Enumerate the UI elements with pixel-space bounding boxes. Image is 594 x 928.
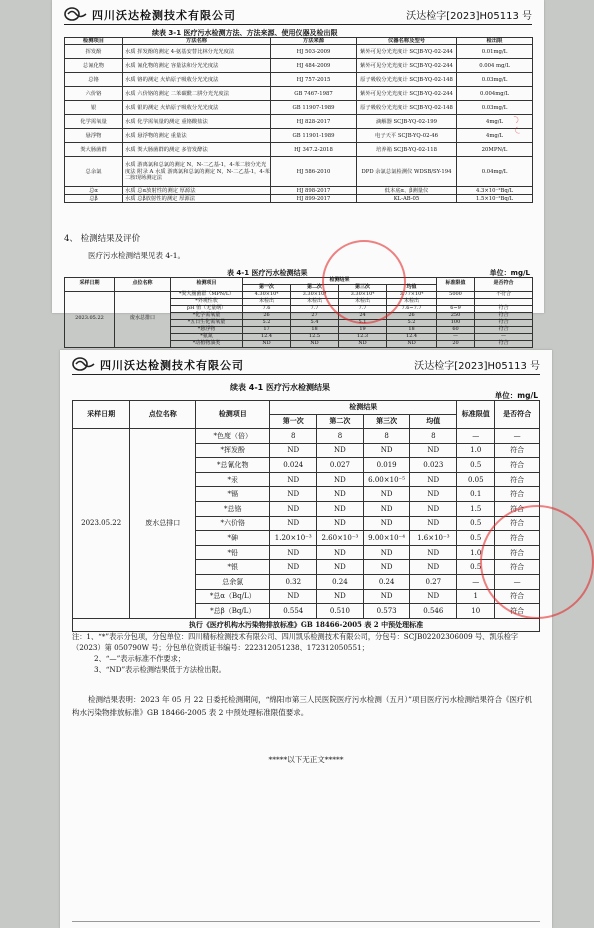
note-1: 注：1、“*”表示分包项，分包单位：四川精标检测技术有限公司、四川凯乐检测技术有限公司，分包号：SCJB02202306009 号、凯乐检字（2023）第 050790W 号；分包单位资质证书编号：222312051238、172312050551； xyxy=(72,632,519,653)
table-cell: 1.5×10⁻²Bq/L xyxy=(457,195,533,203)
table-cell: *汞 xyxy=(196,472,270,487)
table-cell: 水质 粪大肠菌群的测定 多管发酵法 xyxy=(123,143,271,157)
table-cell: 六价铬 xyxy=(65,87,123,101)
table-cell: 1.6×10⁻³ xyxy=(410,531,457,546)
table-cell: ND xyxy=(317,472,364,487)
table-cell: 符合 xyxy=(495,443,540,458)
table-cell: DPD 余氯总氯检测仪 WDSB/SY-194 xyxy=(357,157,457,187)
table-cell xyxy=(437,298,475,305)
table-cell: ND xyxy=(410,443,457,458)
table-cell: 26 xyxy=(243,312,291,319)
table-cell: 0.05 xyxy=(457,472,495,487)
table-cell: ND xyxy=(387,340,437,347)
table-cell: 化学需氧量 xyxy=(65,115,123,129)
location-cell: 废水总排口 xyxy=(130,429,196,619)
table-cell: ND xyxy=(270,545,317,560)
table-cell: 符合 xyxy=(475,305,533,312)
table-cell: 250 xyxy=(437,312,475,319)
table-cell: 0.5 xyxy=(457,560,495,575)
header-cell: 方法名称 xyxy=(123,38,271,45)
table-cell: 17 xyxy=(243,326,291,333)
table-cell: ND xyxy=(270,560,317,575)
table-cell: *外观性状 xyxy=(171,298,243,305)
table-cell: 符合 xyxy=(495,589,540,604)
method-table-row xyxy=(65,73,533,87)
table-cell: 符合 xyxy=(495,501,540,516)
header-cell: 检测结果 xyxy=(270,401,457,415)
table-cell: ND xyxy=(363,501,410,516)
table-cell: 4mg/L xyxy=(457,129,533,143)
table-cell: HJ 586-2010 xyxy=(271,157,357,187)
table-cell: HJ 757-2015 xyxy=(271,73,357,87)
table-cell: 1 xyxy=(457,589,495,604)
table-cell: 10 xyxy=(457,604,495,619)
official-seal xyxy=(322,240,406,324)
method-table-caption: 续表 3-1 医疗污水检测方法、方法来源、使用仪器及检出限 xyxy=(152,29,338,37)
table-cell: *化学需氧量 xyxy=(171,312,243,319)
table-cell: 7.6 xyxy=(243,305,291,312)
table-cell: 5.1 xyxy=(339,319,387,326)
table-cell: ND xyxy=(317,487,364,502)
method-table-row xyxy=(65,115,533,129)
method-table-row xyxy=(65,45,533,59)
table-cell: 粪大肠菌群 xyxy=(65,143,123,157)
table-cell: 7.6~7.7 xyxy=(387,305,437,312)
table-cell: 紫外可见分光光度计 SCJB-YQ-02-244 xyxy=(357,87,457,101)
table-cell: *总氰化物 xyxy=(196,458,270,473)
report-number: 沃达检字[2023]H05113 号 xyxy=(414,361,540,372)
header-cell: 检测结果 xyxy=(243,278,437,285)
header-cell: 检出限 xyxy=(457,38,533,45)
table-cell: 总α xyxy=(65,187,123,195)
table-cell: 低本底α、β测量仪 xyxy=(357,187,457,195)
method-table-row xyxy=(65,157,533,187)
table-cell: — xyxy=(475,333,533,340)
table-cell: 紫外可见分光光度计 SCJB-YQ-02-244 xyxy=(357,59,457,73)
table-cell: 不符合 xyxy=(475,291,533,298)
table-cell: 26 xyxy=(387,312,437,319)
table-cell: 8 xyxy=(317,429,364,444)
result-table-1-caption: 表 4-1 医疗污水检测结果 xyxy=(227,269,308,277)
table-cell: *色度（倍） xyxy=(196,429,270,444)
method-table-row xyxy=(65,87,533,101)
table-cell: 水质 挥发酚的测定 4-氨基安替比林分光光度法 xyxy=(123,45,271,59)
table-cell: 未检出 xyxy=(243,298,291,305)
method-table-row xyxy=(65,129,533,143)
table-cell: 0.03mg/L xyxy=(457,101,533,115)
header-cell: 第一次 xyxy=(243,284,291,291)
note-3: 3、“ND”表示检测结果低于方法检出限。 xyxy=(94,665,226,675)
section-title: 4、 检测结果及评价 xyxy=(64,234,141,244)
table-cell: 0.24 xyxy=(317,574,364,589)
table-cell: 6~9 xyxy=(437,305,475,312)
table-cell: HJ 899-2017 xyxy=(271,195,357,203)
table-cell: 水质 六价铬的测定 二苯碳酰二肼分光光度法 xyxy=(123,87,271,101)
table-cell: ND xyxy=(339,340,387,347)
header-cell: 均值 xyxy=(410,415,457,429)
table-cell: 水质 铬的测定 火焰原子吸收分光光度法 xyxy=(123,73,271,87)
table-cell: 100 xyxy=(437,319,475,326)
table-cell: — xyxy=(437,333,475,340)
table-cell: 紫外可见分光光度计 SCJB-YQ-02-244 xyxy=(357,45,457,59)
result-table-2-unit: 单位：mg/L xyxy=(494,391,538,400)
table-cell: 水质 总β放射性的测定 厚源法 xyxy=(123,195,271,203)
table-cell: 20 xyxy=(437,340,475,347)
table-cell: 1.20×10⁻³ xyxy=(270,531,317,546)
method-table-row xyxy=(65,143,533,157)
table-cell: 8 xyxy=(363,429,410,444)
header-cell: 是否符合 xyxy=(495,401,540,429)
table-cell: 0.554 xyxy=(270,604,317,619)
table-cell: ND xyxy=(410,487,457,502)
header-cell: 仪器名称及型号 xyxy=(357,38,457,45)
table-cell: 18 xyxy=(291,326,339,333)
table-cell: 12.5 xyxy=(291,333,339,340)
table-cell: 未检出 xyxy=(291,298,339,305)
header-cell: 点位名称 xyxy=(115,278,171,292)
table-cell: ND xyxy=(410,560,457,575)
table-cell: 0.04mg/L xyxy=(457,157,533,187)
table-cell: 0.32 xyxy=(270,574,317,589)
table-cell: 5000 xyxy=(437,291,475,298)
table-cell: 12.3 xyxy=(339,333,387,340)
table-cell: *砷 xyxy=(196,531,270,546)
table-cell: 3.30×10⁴ xyxy=(339,291,387,298)
table-cell: — xyxy=(495,429,540,444)
notes xyxy=(72,631,540,676)
table-cell: 4.3×10⁻²Bq/L xyxy=(457,187,533,195)
table-cell: GB 11901-1989 xyxy=(271,129,357,143)
table-cell: 符合 xyxy=(475,312,533,319)
table-cell: ND xyxy=(410,472,457,487)
company-logo-icon xyxy=(64,7,88,21)
table-cell: 符合 xyxy=(495,472,540,487)
table-cell: 9.00×10⁻⁴ xyxy=(363,531,410,546)
table-cell: *挥发酚 xyxy=(196,443,270,458)
table-cell: ND xyxy=(270,487,317,502)
header-cell: 方法来源 xyxy=(271,38,357,45)
table-cell: 0.004mg/L xyxy=(457,87,533,101)
table-cell: ND xyxy=(317,516,364,531)
table-cell: HJ 828-2017 xyxy=(271,115,357,129)
table-cell: 3.30×10⁴ xyxy=(291,291,339,298)
table-cell: ND xyxy=(270,516,317,531)
seal-fragment-mark: ◠ ◡ xyxy=(508,114,525,136)
table-cell: GB 11907-1989 xyxy=(271,101,357,115)
table-cell: 8 xyxy=(410,429,457,444)
table-cell: HJ 347.2-2018 xyxy=(271,143,357,157)
report-number: 沃达检字[2023]H05113 号 xyxy=(406,11,532,22)
method-table-row xyxy=(65,195,533,203)
table-cell: 7.7 xyxy=(291,305,339,312)
table-cell: ND xyxy=(410,516,457,531)
table-cell: 0.5 xyxy=(457,531,495,546)
table-cell: 水质 银的测定 火焰原子吸收分光光度法 xyxy=(123,101,271,115)
header-cell: 标准限值 xyxy=(457,401,495,429)
table-cell: 水质 总α放射性的测定 厚源法 xyxy=(123,187,271,195)
report-page-2 xyxy=(60,350,552,928)
official-seal xyxy=(480,505,594,619)
table-cell: *悬浮物 xyxy=(171,326,243,333)
table-cell: ND xyxy=(270,472,317,487)
table-cell: 培养箱 SCJB-YQ-02-118 xyxy=(357,143,457,157)
company-name: 四川沃达检测技术有限公司 xyxy=(100,359,244,372)
table-cell: ND xyxy=(317,545,364,560)
signature-line xyxy=(72,907,540,922)
table-cell: ND xyxy=(243,340,291,347)
sampling-date-cell: 2023.05.22 xyxy=(65,291,115,347)
table-cell: 4.30×10⁴ xyxy=(243,291,291,298)
section-intro: 医疗污水检测结果见表 4-1。 xyxy=(88,251,185,260)
table-cell: 12.4 xyxy=(243,333,291,340)
end-of-text-mark: *****以下无正文***** xyxy=(268,755,344,764)
company-name: 四川沃达检测技术有限公司 xyxy=(92,9,236,22)
table-cell: 符合 xyxy=(475,326,533,333)
table-cell: *动植物油类 xyxy=(171,340,243,347)
table-cell: 符合 xyxy=(495,516,540,531)
table-cell: — xyxy=(495,574,540,589)
table-cell: 原子吸收分光光度计 SCJB-YQ-02-148 xyxy=(357,73,457,87)
table-cell: 总铬 xyxy=(65,73,123,87)
table-cell: 0.546 xyxy=(410,604,457,619)
table-cell: 银 xyxy=(65,101,123,115)
table-cell: 未检出 xyxy=(339,298,387,305)
table-cell: 符合 xyxy=(495,545,540,560)
result-table-1 xyxy=(64,277,533,348)
method-table-header xyxy=(65,38,533,45)
header-cell: 检测项目 xyxy=(65,38,123,45)
method-table-row xyxy=(65,59,533,73)
table-cell: 0.01mg/L xyxy=(457,45,533,59)
result-table-2-caption: 续表 4-1 医疗污水检测结果 xyxy=(230,383,331,392)
page-header xyxy=(72,356,540,375)
table-cell: ND xyxy=(363,487,410,502)
table-cell: 0.573 xyxy=(363,604,410,619)
table-cell: ND xyxy=(317,501,364,516)
table-cell: 0.024 xyxy=(270,458,317,473)
table-cell: 水质 化学需氧量的测定 重铬酸盐法 xyxy=(123,115,271,129)
header-cell: 采样日期 xyxy=(65,278,115,292)
method-table xyxy=(64,37,533,203)
table-cell: 19 xyxy=(339,326,387,333)
table-cell: ND xyxy=(270,589,317,604)
table-cell: 0.5 xyxy=(457,458,495,473)
company-logo-icon xyxy=(72,357,96,371)
table-cell: 24 xyxy=(339,312,387,319)
table-cell: 总余氯 xyxy=(65,157,123,187)
table-cell: 符合 xyxy=(495,531,540,546)
table-cell: 8 xyxy=(270,429,317,444)
table-cell: 1.0 xyxy=(457,545,495,560)
table-cell: 5.4 xyxy=(291,319,339,326)
result-table-1-unit: 单位：mg/L xyxy=(489,269,530,277)
header-cell: 标准限值 xyxy=(437,278,475,292)
table-cell: KL-AB-05 xyxy=(357,195,457,203)
table-cell: 符合 xyxy=(495,458,540,473)
table-cell: *总α（Bq/L） xyxy=(196,589,270,604)
table-cell: 悬浮物 xyxy=(65,129,123,143)
table-cell: ND xyxy=(363,443,410,458)
table-cell: ND xyxy=(270,501,317,516)
table-cell: ND xyxy=(363,560,410,575)
table-cell: HJ 898-2017 xyxy=(271,187,357,195)
result-table-2 xyxy=(72,400,540,632)
table-cell: 水质 游离氯和总氯的测定 N，N-二乙基-1，4-苯二胺分光光度法 附录 A 水质 游离氯和总氯的测定 N，N-二乙基-1，4-苯二胺现场测定法 xyxy=(123,157,271,187)
table-cell: 0.019 xyxy=(363,458,410,473)
table-cell: — xyxy=(457,574,495,589)
table-cell: 0.27 xyxy=(410,574,457,589)
table-cell: *总β（Bq/L） xyxy=(196,604,270,619)
note-2: 2、“—”表示标准不作要求； xyxy=(94,654,185,664)
table-cell: 0.027 xyxy=(317,458,364,473)
header-cell: 点位名称 xyxy=(130,401,196,429)
header-cell: 检测项目 xyxy=(171,278,243,292)
header-cell: 第一次 xyxy=(270,415,317,429)
table-cell: *银 xyxy=(196,560,270,575)
table-cell: 总余氯 xyxy=(196,574,270,589)
header-cell: 第三次 xyxy=(363,415,410,429)
table-cell: ND xyxy=(410,545,457,560)
table-cell: 总β xyxy=(65,195,123,203)
table-cell: 0.03mg/L xyxy=(457,73,533,87)
table-cell: 水质 氰化物的测定 容量法和分光光度法 xyxy=(123,59,271,73)
table-cell: 2.60×10⁻³ xyxy=(317,531,364,546)
table-cell: ND xyxy=(363,589,410,604)
table-cell: pH 值（无量纲） xyxy=(171,305,243,312)
table-cell: ND xyxy=(363,545,410,560)
table-cell: 0.1 xyxy=(457,487,495,502)
page-header xyxy=(64,6,532,25)
table-cell xyxy=(475,298,533,305)
table-cell: *铅 xyxy=(196,545,270,560)
table-cell: 0.004 mg/L xyxy=(457,59,533,73)
header-cell: 检测项目 xyxy=(196,401,270,429)
table-cell: 0.5 xyxy=(457,516,495,531)
table-cell: 4mg/L xyxy=(457,115,533,129)
table-cell: 3.77×10⁴ xyxy=(387,291,437,298)
table-cell: *六价铬 xyxy=(196,516,270,531)
table-cell: 符合 xyxy=(495,560,540,575)
table-cell: 符合 xyxy=(495,487,540,502)
table-cell: 符合 xyxy=(475,319,533,326)
table-cell: 符合 xyxy=(495,604,540,619)
table-cell: 总氰化物 xyxy=(65,59,123,73)
table-cell: 1.5 xyxy=(457,501,495,516)
table-cell: ND xyxy=(270,443,317,458)
table-row xyxy=(73,429,540,444)
table-cell: 18 xyxy=(387,326,437,333)
header-cell: 第三次 xyxy=(339,284,387,291)
table-cell: 1.0 xyxy=(457,443,495,458)
table-cell: ND xyxy=(317,443,364,458)
table-footer-standard: 执行《医疗机构水污染物排放标准》GB 18466-2005 表 2 中预处理标准 xyxy=(73,618,540,631)
table-cell: ND xyxy=(317,589,364,604)
header-cell: 采样日期 xyxy=(73,401,130,429)
table-cell: HJ 503-2009 xyxy=(271,45,357,59)
table-cell: ND xyxy=(363,516,410,531)
table-row xyxy=(65,291,533,298)
conclusion-paragraph: 检测结果表明：2023 年 05 月 22 日委托检测期间，“绵阳市第三人民医院医疗污水检测（五月）”项目医疗污水检测结果符合《医疗机构水污染物排放标准》GB 18466-2005 表 2 中预处理标准限值要求。 xyxy=(72,695,533,717)
table-cell: 27 xyxy=(291,312,339,319)
table-cell: *总铬 xyxy=(196,501,270,516)
location-cell: 废水总排口 xyxy=(115,291,171,347)
table-cell: 6.00×10⁻⁵ xyxy=(363,472,410,487)
table-cell: 60 xyxy=(437,326,475,333)
table-cell: 电子天平 SCJB-YQ-02-46 xyxy=(357,129,457,143)
table-cell: *五日生化需氧量 xyxy=(171,319,243,326)
header-cell: 是否符合 xyxy=(475,278,533,292)
sampling-date-cell: 2023.05.22 xyxy=(73,429,130,619)
table-cell: 0.023 xyxy=(410,458,457,473)
table-cell: ND xyxy=(317,560,364,575)
table-cell: 20MPN/L xyxy=(457,143,533,157)
table-cell: 原子吸收分光光度计 SCJB-YQ-02-148 xyxy=(357,101,457,115)
table-cell: — xyxy=(457,429,495,444)
table-cell: 7.7 xyxy=(339,305,387,312)
table-cell: 5.2 xyxy=(243,319,291,326)
method-table-row xyxy=(65,187,533,195)
method-table-row xyxy=(65,101,533,115)
table-cell: GB 7467-1987 xyxy=(271,87,357,101)
header-cell: 第二次 xyxy=(317,415,364,429)
table-cell: 0.24 xyxy=(363,574,410,589)
table-cell: 未检出 xyxy=(387,298,437,305)
table-cell: *镉 xyxy=(196,487,270,502)
table-cell: ND xyxy=(410,501,457,516)
table-cell: *粪大肠菌群（MPN/L） xyxy=(171,291,243,298)
header-cell: 均值 xyxy=(387,284,437,291)
table-cell: 符合 xyxy=(475,340,533,347)
table-cell: 12.4 xyxy=(387,333,437,340)
table-cell: ND xyxy=(410,589,457,604)
table-cell: 滴解器 SCJB-YQ-02-199 xyxy=(357,115,457,129)
table-cell: *氨氮 xyxy=(171,333,243,340)
table-cell: ND xyxy=(291,340,339,347)
table-cell: 5.2 xyxy=(387,319,437,326)
table-cell: 挥发酚 xyxy=(65,45,123,59)
table-cell: HJ 484-2009 xyxy=(271,59,357,73)
table-cell: 水质 悬浮物的测定 重量法 xyxy=(123,129,271,143)
table-cell: 0.510 xyxy=(317,604,364,619)
report-page-1 xyxy=(52,0,544,346)
header-cell: 第二次 xyxy=(291,284,339,291)
